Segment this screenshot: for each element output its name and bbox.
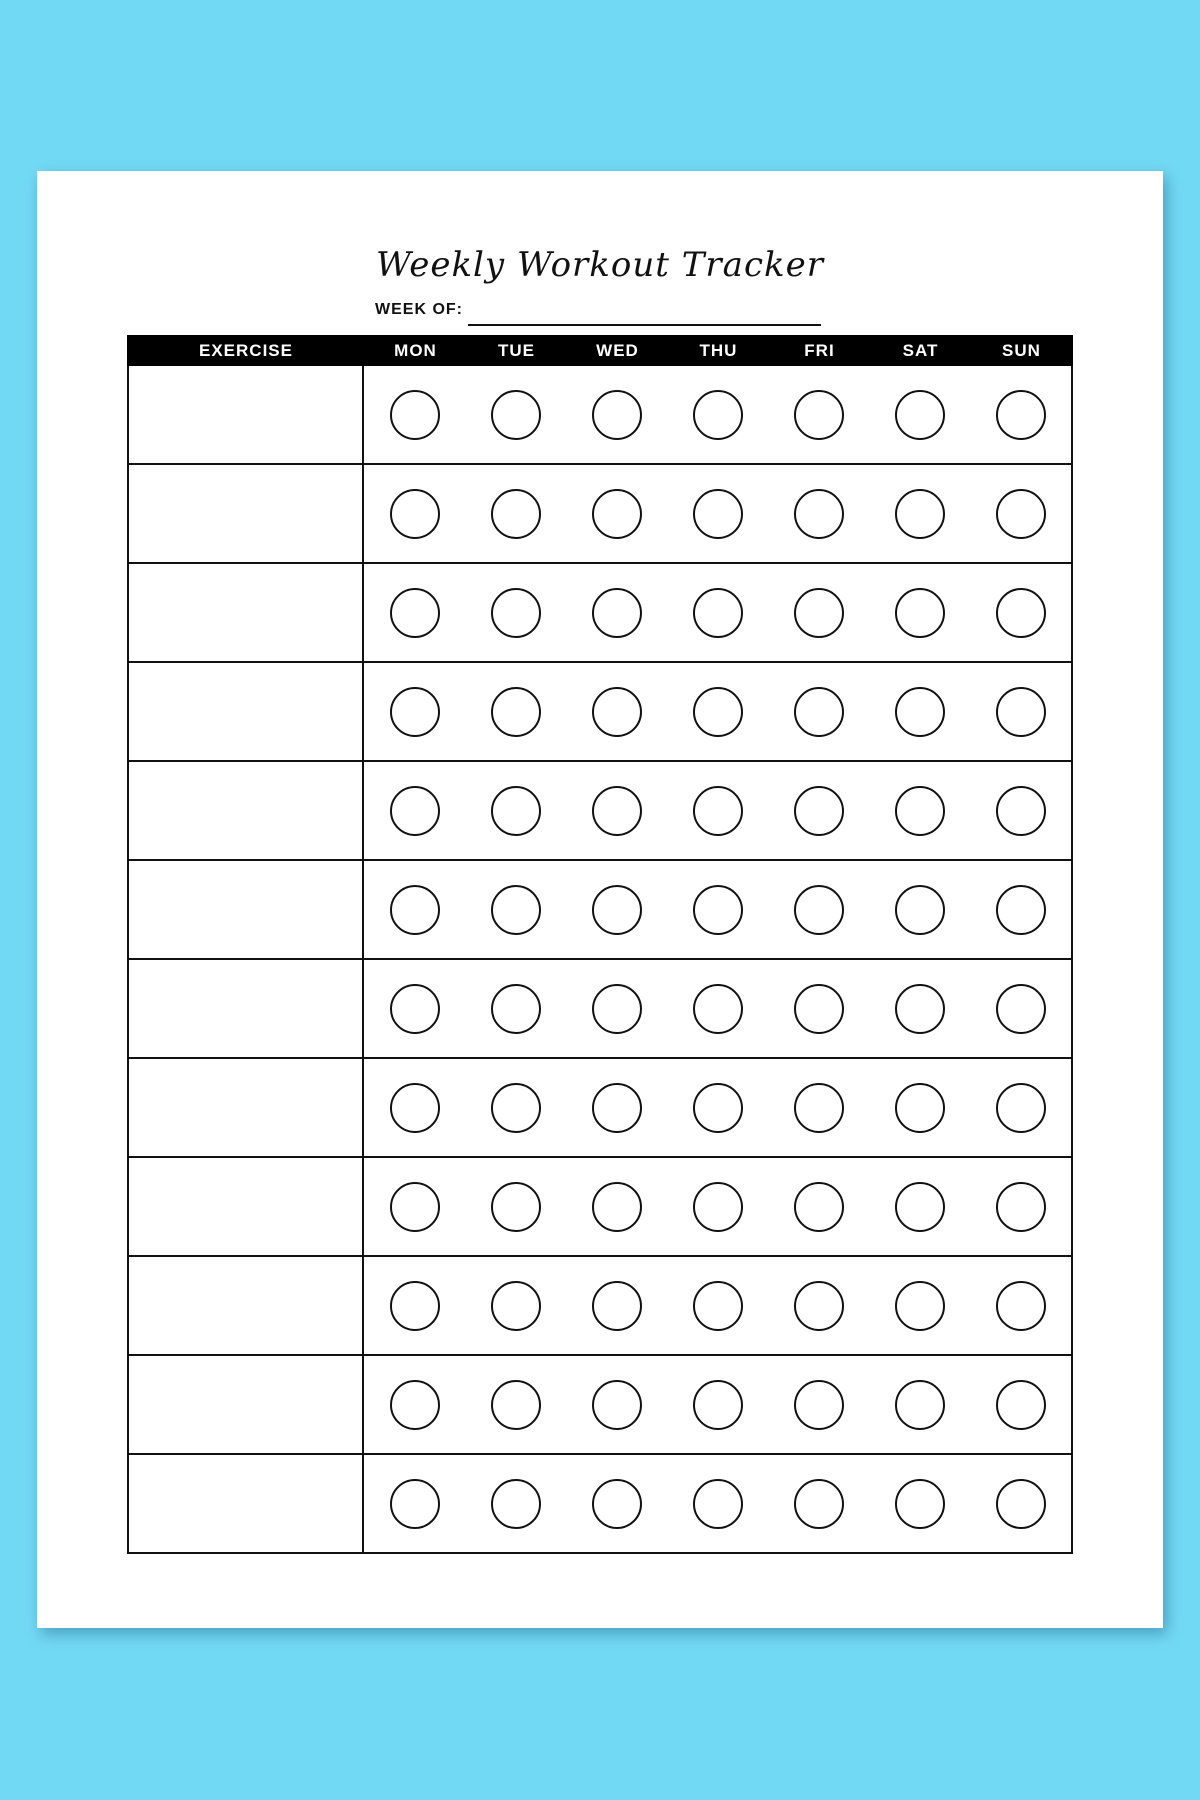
day-cell-tue <box>465 366 566 463</box>
day-checkboxes <box>364 465 1071 562</box>
table-header <box>127 335 1073 366</box>
day-cell-thu <box>667 663 768 760</box>
empty-circle-icon[interactable] <box>693 687 743 737</box>
day-checkboxes <box>364 1059 1071 1156</box>
exercise-name-field[interactable] <box>129 1455 364 1552</box>
week-of-row <box>375 299 825 329</box>
empty-circle-icon[interactable] <box>895 1281 945 1331</box>
empty-circle-icon[interactable] <box>895 885 945 935</box>
empty-circle-icon[interactable] <box>491 885 541 935</box>
day-checkboxes <box>364 1356 1071 1453</box>
day-cell-tue <box>465 663 566 760</box>
day-column-header-fri: FRI <box>804 340 835 360</box>
table-row <box>129 960 1071 1059</box>
empty-circle-icon[interactable] <box>996 1182 1046 1232</box>
empty-circle-icon[interactable] <box>491 588 541 638</box>
day-cell-thu <box>667 1059 768 1156</box>
page-title: Weekly Workout Tracker <box>376 245 824 285</box>
day-cell-wed <box>566 465 667 562</box>
empty-circle-icon[interactable] <box>592 1083 642 1133</box>
day-cell-sat <box>869 762 970 859</box>
empty-circle-icon[interactable] <box>592 885 642 935</box>
empty-circle-icon[interactable] <box>592 786 642 836</box>
empty-circle-icon[interactable] <box>390 390 440 440</box>
empty-circle-icon[interactable] <box>390 984 440 1034</box>
empty-circle-icon[interactable] <box>693 885 743 935</box>
empty-circle-icon[interactable] <box>491 489 541 539</box>
day-cell-fri <box>768 1356 869 1453</box>
day-cell-thu <box>667 1158 768 1255</box>
day-cell-sat <box>869 564 970 661</box>
empty-circle-icon[interactable] <box>895 1182 945 1232</box>
empty-circle-icon[interactable] <box>996 1380 1046 1430</box>
empty-circle-icon[interactable] <box>390 1479 440 1529</box>
empty-circle-icon[interactable] <box>996 489 1046 539</box>
empty-circle-icon[interactable] <box>592 588 642 638</box>
empty-circle-icon[interactable] <box>390 687 440 737</box>
empty-circle-icon[interactable] <box>693 786 743 836</box>
week-of-field[interactable] <box>468 324 821 326</box>
table-row <box>129 1059 1071 1158</box>
empty-circle-icon[interactable] <box>996 1281 1046 1331</box>
day-cell-mon <box>364 1059 465 1156</box>
day-cell-mon <box>364 465 465 562</box>
empty-circle-icon[interactable] <box>693 1083 743 1133</box>
day-cell-sat <box>869 1059 970 1156</box>
empty-circle-icon[interactable] <box>390 786 440 836</box>
exercise-name-field[interactable] <box>129 762 364 859</box>
empty-circle-icon[interactable] <box>996 885 1046 935</box>
day-cell-sat <box>869 1356 970 1453</box>
day-column-header-mon: MON <box>394 340 437 360</box>
day-column-header-sat: SAT <box>902 340 939 360</box>
day-cell-wed <box>566 1356 667 1453</box>
empty-circle-icon[interactable] <box>592 1281 642 1331</box>
empty-circle-icon[interactable] <box>693 390 743 440</box>
exercise-name-field[interactable] <box>129 861 364 958</box>
exercise-column-header: EXERCISE <box>199 340 293 360</box>
empty-circle-icon[interactable] <box>794 1182 844 1232</box>
day-checkboxes <box>364 366 1071 463</box>
empty-circle-icon[interactable] <box>491 1281 541 1331</box>
day-cell-fri <box>768 762 869 859</box>
empty-circle-icon[interactable] <box>794 1281 844 1331</box>
empty-circle-icon[interactable] <box>996 588 1046 638</box>
day-checkboxes <box>364 1158 1071 1255</box>
day-cell-sat <box>869 663 970 760</box>
empty-circle-icon[interactable] <box>491 984 541 1034</box>
empty-circle-icon[interactable] <box>491 1182 541 1232</box>
table-row <box>129 861 1071 960</box>
empty-circle-icon[interactable] <box>491 390 541 440</box>
empty-circle-icon[interactable] <box>491 1083 541 1133</box>
day-cell-tue <box>465 1356 566 1453</box>
day-cell-tue <box>465 564 566 661</box>
exercise-name-field[interactable] <box>129 1257 364 1354</box>
empty-circle-icon[interactable] <box>491 1479 541 1529</box>
day-cell-mon <box>364 663 465 760</box>
exercise-name-field[interactable] <box>129 1356 364 1453</box>
empty-circle-icon[interactable] <box>794 1380 844 1430</box>
day-cell-mon <box>364 1158 465 1255</box>
day-checkboxes <box>364 1257 1071 1354</box>
empty-circle-icon[interactable] <box>390 885 440 935</box>
empty-circle-icon[interactable] <box>794 885 844 935</box>
day-cell-sun <box>970 1059 1071 1156</box>
day-cell-fri <box>768 465 869 562</box>
day-cell-thu <box>667 1356 768 1453</box>
day-cell-sat <box>869 1158 970 1255</box>
empty-circle-icon[interactable] <box>693 1479 743 1529</box>
table-row <box>129 1455 1071 1552</box>
day-cell-fri <box>768 564 869 661</box>
empty-circle-icon[interactable] <box>794 390 844 440</box>
table-row <box>129 762 1071 861</box>
empty-circle-icon[interactable] <box>693 1182 743 1232</box>
table-row <box>129 366 1071 465</box>
empty-circle-icon[interactable] <box>491 687 541 737</box>
day-checkboxes <box>364 762 1071 859</box>
day-cell-sun <box>970 1257 1071 1354</box>
empty-circle-icon[interactable] <box>895 1083 945 1133</box>
empty-circle-icon[interactable] <box>491 1380 541 1430</box>
table-row <box>129 564 1071 663</box>
empty-circle-icon[interactable] <box>794 687 844 737</box>
day-cell-thu <box>667 1257 768 1354</box>
day-cell-fri <box>768 960 869 1057</box>
empty-circle-icon[interactable] <box>390 489 440 539</box>
day-cell-sun <box>970 366 1071 463</box>
day-cell-wed <box>566 564 667 661</box>
day-cell-tue <box>465 1158 566 1255</box>
day-cell-thu <box>667 861 768 958</box>
exercise-name-field[interactable] <box>129 465 364 562</box>
workout-table <box>127 335 1073 1554</box>
day-checkboxes <box>364 663 1071 760</box>
empty-circle-icon[interactable] <box>996 1479 1046 1529</box>
day-cell-wed <box>566 1257 667 1354</box>
exercise-name-field[interactable] <box>129 564 364 661</box>
empty-circle-icon[interactable] <box>592 390 642 440</box>
day-cell-mon <box>364 1455 465 1552</box>
day-cell-sat <box>869 1257 970 1354</box>
day-cell-sun <box>970 1455 1071 1552</box>
day-cell-thu <box>667 366 768 463</box>
empty-circle-icon[interactable] <box>693 1281 743 1331</box>
day-cell-sat <box>869 366 970 463</box>
empty-circle-icon[interactable] <box>895 1479 945 1529</box>
day-cell-mon <box>364 564 465 661</box>
empty-circle-icon[interactable] <box>895 786 945 836</box>
day-cell-fri <box>768 663 869 760</box>
day-cell-wed <box>566 1059 667 1156</box>
day-cell-thu <box>667 1455 768 1552</box>
table-row <box>129 1356 1071 1455</box>
day-cell-thu <box>667 960 768 1057</box>
empty-circle-icon[interactable] <box>895 588 945 638</box>
day-checkboxes <box>364 960 1071 1057</box>
day-cell-fri <box>768 1059 869 1156</box>
day-cell-sun <box>970 960 1071 1057</box>
empty-circle-icon[interactable] <box>693 588 743 638</box>
day-cell-mon <box>364 1356 465 1453</box>
empty-circle-icon[interactable] <box>693 489 743 539</box>
day-column-header-tue: TUE <box>498 340 535 360</box>
empty-circle-icon[interactable] <box>794 588 844 638</box>
day-cell-sun <box>970 1158 1071 1255</box>
table-body <box>127 366 1073 1554</box>
day-cell-fri <box>768 366 869 463</box>
day-cell-sun <box>970 1356 1071 1453</box>
day-cell-fri <box>768 1257 869 1354</box>
empty-circle-icon[interactable] <box>996 390 1046 440</box>
empty-circle-icon[interactable] <box>390 1182 440 1232</box>
empty-circle-icon[interactable] <box>390 588 440 638</box>
day-cell-thu <box>667 564 768 661</box>
empty-circle-icon[interactable] <box>693 984 743 1034</box>
exercise-name-field[interactable] <box>129 960 364 1057</box>
week-of-label: WEEK OF: <box>375 301 463 318</box>
day-cell-wed <box>566 762 667 859</box>
day-cell-fri <box>768 1158 869 1255</box>
day-cell-wed <box>566 1158 667 1255</box>
day-cell-mon <box>364 960 465 1057</box>
empty-circle-icon[interactable] <box>895 1380 945 1430</box>
empty-circle-icon[interactable] <box>390 1281 440 1331</box>
empty-circle-icon[interactable] <box>592 687 642 737</box>
day-cell-sun <box>970 663 1071 760</box>
empty-circle-icon[interactable] <box>794 489 844 539</box>
exercise-name-field[interactable] <box>129 1158 364 1255</box>
empty-circle-icon[interactable] <box>693 1380 743 1430</box>
day-cell-sat <box>869 861 970 958</box>
empty-circle-icon[interactable] <box>895 687 945 737</box>
empty-circle-icon[interactable] <box>592 1182 642 1232</box>
day-cell-tue <box>465 960 566 1057</box>
empty-circle-icon[interactable] <box>794 984 844 1034</box>
day-cell-sat <box>869 960 970 1057</box>
day-cell-fri <box>768 861 869 958</box>
day-cell-mon <box>364 861 465 958</box>
day-cell-wed <box>566 1455 667 1552</box>
day-checkboxes <box>364 564 1071 661</box>
empty-circle-icon[interactable] <box>895 390 945 440</box>
day-checkboxes <box>364 861 1071 958</box>
empty-circle-icon[interactable] <box>996 984 1046 1034</box>
day-column-header-thu: THU <box>699 340 738 360</box>
day-cell-mon <box>364 762 465 859</box>
day-cell-wed <box>566 366 667 463</box>
day-cell-sat <box>869 1455 970 1552</box>
day-cell-sat <box>869 465 970 562</box>
day-column-header-wed: WED <box>596 340 639 360</box>
day-cell-tue <box>465 465 566 562</box>
empty-circle-icon[interactable] <box>491 786 541 836</box>
tracker-sheet <box>37 171 1163 1628</box>
day-column-header-sun: SUN <box>1002 340 1041 360</box>
empty-circle-icon[interactable] <box>794 786 844 836</box>
day-cell-tue <box>465 1455 566 1552</box>
empty-circle-icon[interactable] <box>996 786 1046 836</box>
day-checkboxes <box>364 1455 1071 1552</box>
day-cell-fri <box>768 1455 869 1552</box>
day-cell-wed <box>566 960 667 1057</box>
table-row <box>129 1257 1071 1356</box>
empty-circle-icon[interactable] <box>390 1380 440 1430</box>
day-cell-mon <box>364 366 465 463</box>
day-cell-tue <box>465 1059 566 1156</box>
empty-circle-icon[interactable] <box>592 984 642 1034</box>
day-cell-thu <box>667 465 768 562</box>
day-cell-tue <box>465 861 566 958</box>
empty-circle-icon[interactable] <box>592 1479 642 1529</box>
empty-circle-icon[interactable] <box>592 1380 642 1430</box>
day-cell-sun <box>970 762 1071 859</box>
empty-circle-icon[interactable] <box>390 1083 440 1133</box>
day-cell-sun <box>970 465 1071 562</box>
exercise-name-field[interactable] <box>129 366 364 463</box>
empty-circle-icon[interactable] <box>794 1479 844 1529</box>
table-row <box>129 465 1071 564</box>
table-row <box>129 1158 1071 1257</box>
empty-circle-icon[interactable] <box>996 1083 1046 1133</box>
day-cell-wed <box>566 663 667 760</box>
day-cell-sun <box>970 861 1071 958</box>
empty-circle-icon[interactable] <box>794 1083 844 1133</box>
empty-circle-icon[interactable] <box>895 984 945 1034</box>
table-row <box>129 663 1071 762</box>
empty-circle-icon[interactable] <box>592 489 642 539</box>
day-cell-sun <box>970 564 1071 661</box>
exercise-name-field[interactable] <box>129 1059 364 1156</box>
empty-circle-icon[interactable] <box>895 489 945 539</box>
day-cell-wed <box>566 861 667 958</box>
day-cell-tue <box>465 1257 566 1354</box>
day-cell-mon <box>364 1257 465 1354</box>
empty-circle-icon[interactable] <box>996 687 1046 737</box>
day-cell-thu <box>667 762 768 859</box>
day-cell-tue <box>465 762 566 859</box>
exercise-name-field[interactable] <box>129 663 364 760</box>
